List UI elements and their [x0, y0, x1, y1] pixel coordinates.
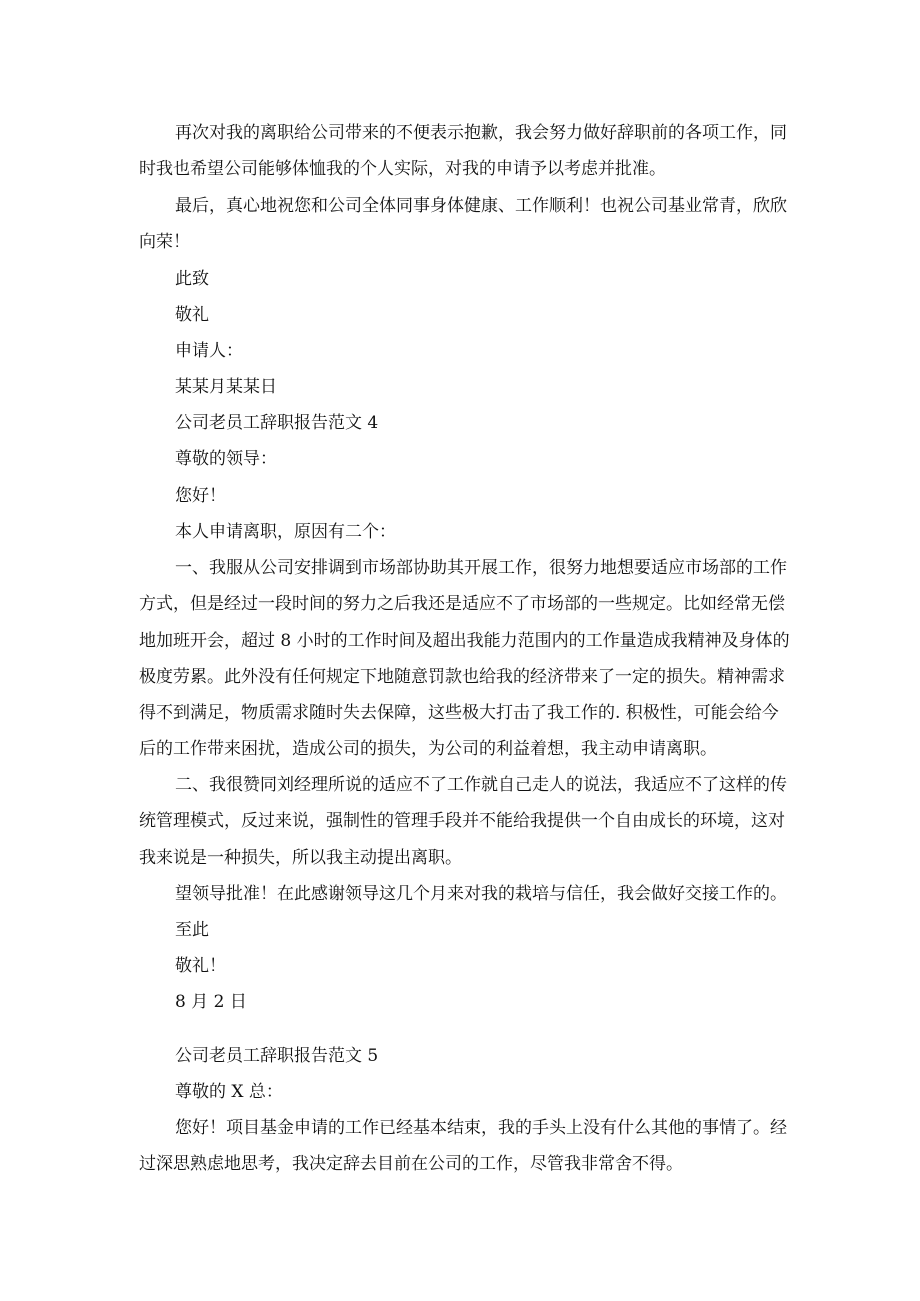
wishes-line-1: 最后，真心地祝您和公司全体同事身体健康、工作顺利！也祝公司基业常青，欣欣	[175, 196, 787, 216]
reason-one-line-1: 一、我服从公司安排调到市场部协助其开展工作，很努力地想要适应市场部的工作	[175, 558, 787, 578]
date-placeholder: 某某月某某日	[175, 377, 277, 397]
date-4: 8 月 2 日	[175, 992, 247, 1012]
reason-two-line-2: 统管理模式，反过来说，强制性的管理手段并不能给我提供一个自由成长的环境，这对	[139, 811, 785, 831]
wishes-line-2: 向荣！	[139, 232, 190, 252]
reason-one-line-6: 后的工作带来困扰，造成公司的损失，为公司的利益着想，我主动申请离职。	[139, 739, 717, 759]
reason-two-line-1: 二、我很赞同刘经理所说的适应不了工作就自己走人的说法，我适应不了这样的传	[175, 775, 787, 795]
reason-one-line-3: 地加班开会，超过 8 小时的工作时间及超出我能力范围内的工作量造成我精神及身体的	[139, 631, 790, 651]
closing-apology-line-1: 再次对我的离职给公司带来的不便表示抱歉，我会努力做好辞职前的各项工作，同	[175, 123, 787, 143]
greeting-4: 您好！	[175, 486, 226, 506]
closing-apology-line-2: 时我也希望公司能够体恤我的个人实际，对我的申请予以考虑并批准。	[139, 159, 666, 179]
section-title-5: 公司老员工辞职报告范文 5	[175, 1046, 379, 1066]
reason-one-line-5: 得不到满足，物质需求随时失去保障，这些极大打击了我工作的. 积极性，可能会给今	[139, 703, 779, 723]
applicant-label: 申请人：	[175, 341, 243, 361]
approval-request: 望领导批准！在此感谢领导这几个月来对我的栽培与信任，我会做好交接工作的。	[175, 884, 787, 904]
greeting-5-line-2: 过深思熟虑地思考，我决定辞去目前在公司的工作，尽管我非常舍不得。	[139, 1154, 683, 1174]
addressee-x: 尊敬的 X 总：	[175, 1082, 283, 1102]
reason-two-line-3: 我来说是一种损失，所以我主动提出离职。	[139, 848, 462, 868]
reason-one-line-4: 极度劳累。此外没有任何规定下地随意罚款也给我的经济带来了一定的损失。精神需求	[139, 667, 785, 687]
section-title-4: 公司老员工辞职报告范文 4	[175, 413, 379, 433]
salutation-jingli-4: 敬礼！	[175, 956, 226, 976]
reasons-intro: 本人申请离职，原因有二个：	[175, 522, 396, 542]
addressee-leader: 尊敬的领导：	[175, 449, 277, 469]
greeting-5-line-1: 您好！项目基金申请的工作已经基本结束，我的手头上没有什么其他的事情了。经	[175, 1118, 787, 1138]
salutation-zhici: 至此	[175, 920, 209, 940]
salutation-cizhi: 此致	[175, 269, 209, 289]
salutation-jingli: 敬礼	[175, 305, 209, 325]
reason-one-line-2: 方式，但是经过一段时间的努力之后我还是适应不了市场部的一些规定。比如经常无偿	[139, 594, 785, 614]
